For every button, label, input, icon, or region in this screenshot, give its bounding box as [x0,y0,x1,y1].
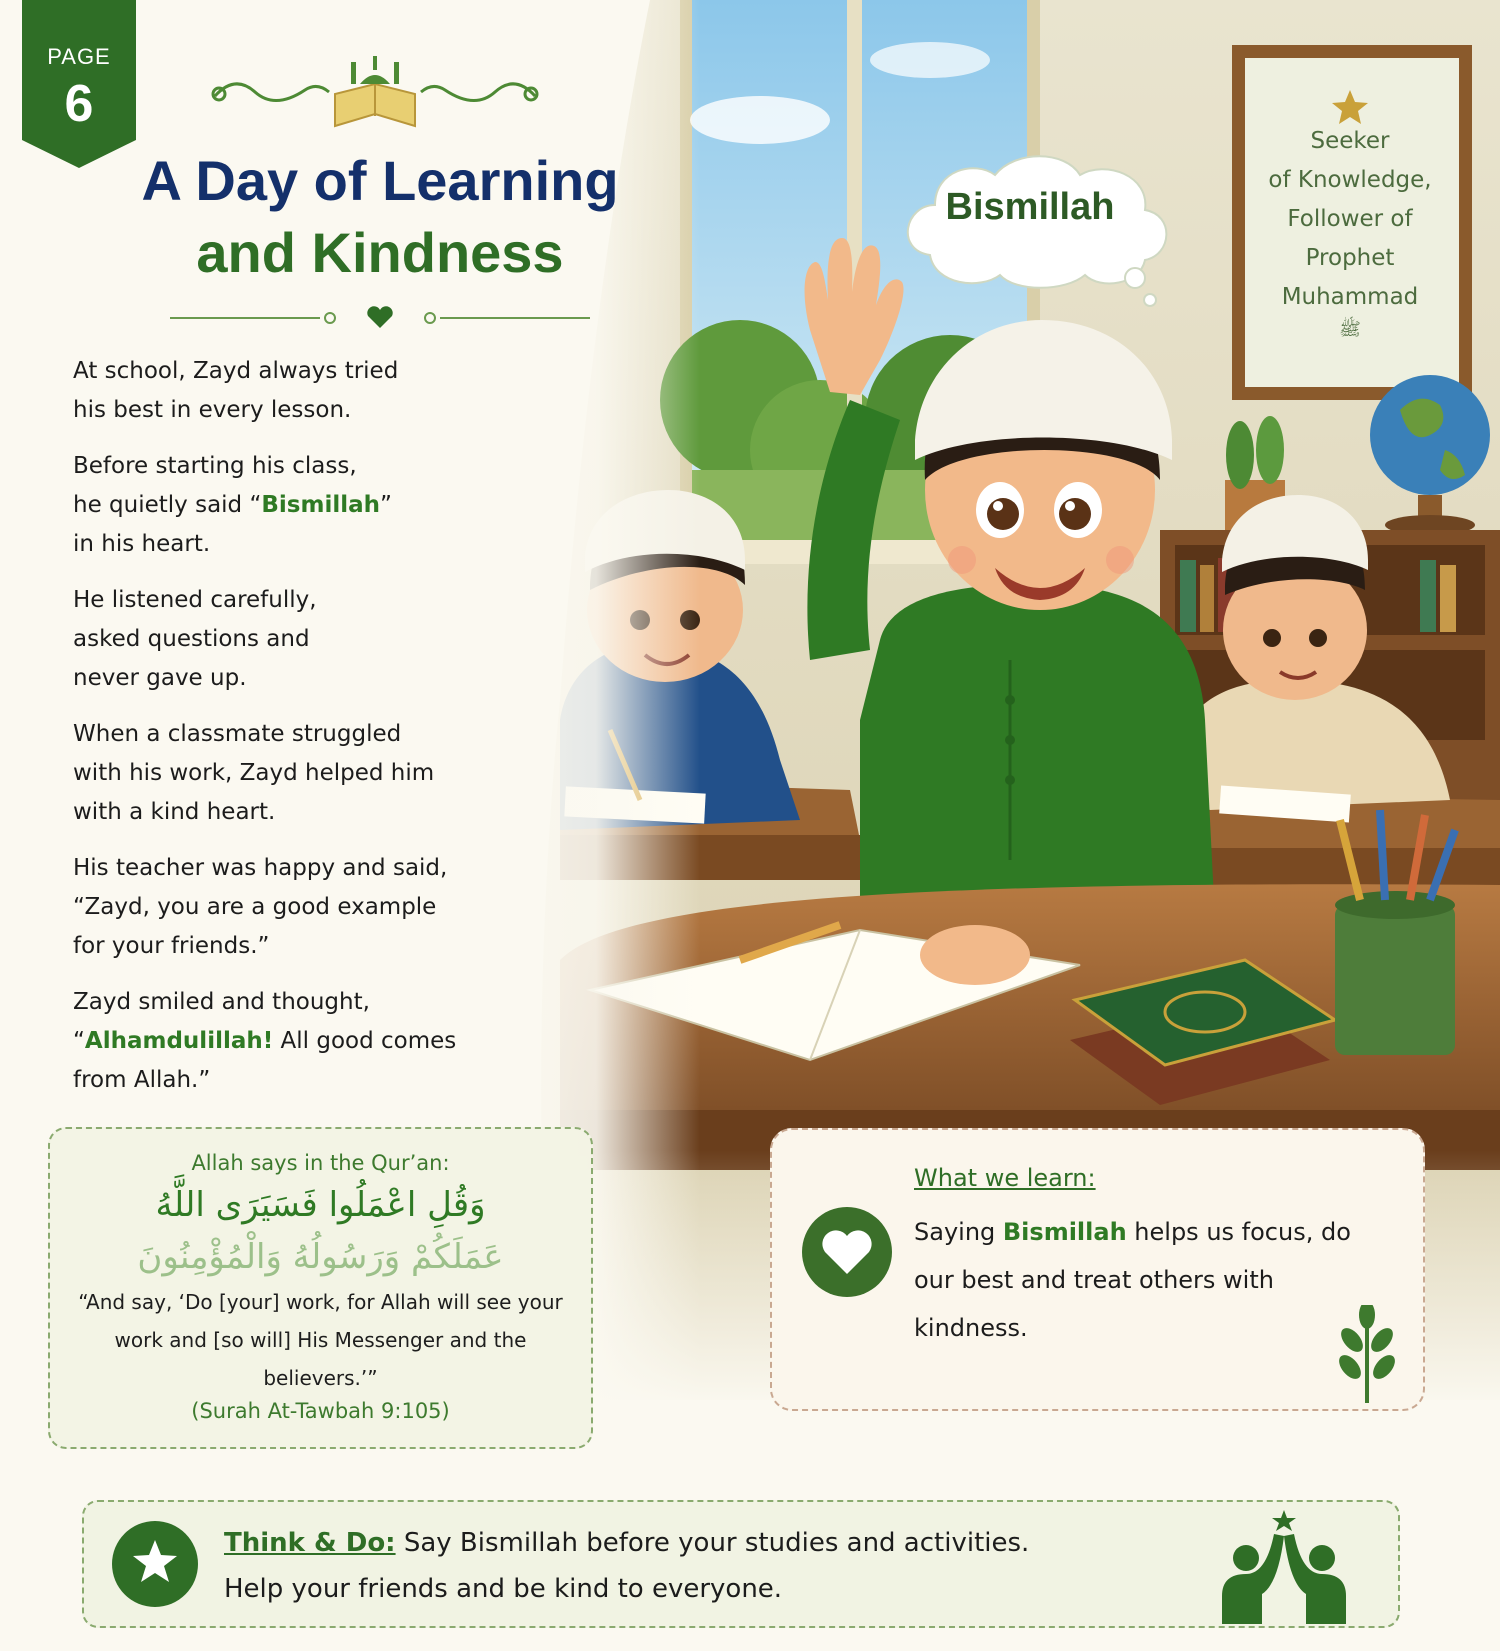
page-title-line1: A Day of Learning [141,149,619,212]
thought-bubble-text: Bismillah [945,186,1115,228]
highlight-alhamdulillah: Alhamdulillah! [84,1028,274,1054]
arabic-line-2: عَمَلَكُمْ وَرَسُولُهُ وَالْمُؤْمِنُونَ [137,1237,504,1277]
leaf-sprig-icon [1332,1305,1402,1405]
highlight-bismillah: Bismillah [261,492,381,518]
page-number-tab [22,0,136,168]
story-text-span: Before starting his class, he quietly said “ [73,453,357,518]
story-text-span: ” in his heart. [73,492,392,557]
story-paragraph-3: He listened carefully, asked questions and never gave up. [73,587,317,691]
page-title-line2: and Kindness [196,221,564,284]
think-heading: Think & Do: [224,1528,396,1558]
story-paragraph-6 [73,983,593,1100]
plaque-text: Seeker of Knowledge, Follower of Prophet Muhammad [1268,128,1432,310]
arabic-line-1: وَقُلِ اعْمَلُوا فَسَيَرَى اللَّهُ [155,1185,486,1225]
learn-text-span: helps us focus, do our best and treat others with kindness. [914,1218,1351,1342]
story-text-span: Zayd smiled and thought, “ [73,989,370,1054]
story-paragraph-4: When a classmate struggled with his work, Zayd helped him with a kind heart. [73,721,435,825]
highlight-bismillah-learn: Bismillah [1002,1218,1127,1246]
page-number: 6 [64,75,94,133]
plaque-arabic-salawat: ﷺ [1339,319,1361,340]
think-and-do-text [224,1520,1029,1612]
story-text-span: All good comes from Allah.” [73,1028,457,1093]
star-badge [112,1521,198,1607]
book-mosque-ornament [205,44,545,134]
learn-heading: What we learn: [914,1164,1096,1192]
learn-text-span: Saying [914,1218,1003,1246]
think-and-do-box [82,1500,1400,1628]
learn-text [914,1208,1384,1352]
story-paragraph-5: His teacher was happy and said, “Zayd, you are a good example for your friends.” [73,855,448,959]
heart-badge [802,1207,892,1297]
heart-divider-ornament [170,306,590,330]
page-label: PAGE [47,44,111,69]
quran-arabic-text [50,1179,591,1283]
story-paragraph-2 [73,447,593,564]
think-line-1: Say Bismillah before your studies and activities. [395,1528,1030,1558]
star-icon [130,1537,180,1587]
high-five-friends-icon [1214,1506,1354,1626]
story-text [73,352,593,1117]
quran-translation: “And say, ‘Do [your] work, for Allah will see your work and [so will] His Messenger and the believers.’” [78,1290,563,1390]
story-paragraph-1: At school, Zayd always tried his best in every lesson. [73,358,399,423]
quran-intro: Allah says in the Qur’an: [191,1151,450,1175]
what-we-learn-box [770,1128,1425,1411]
quran-reference: (Surah At-Tawbah 9:105) [191,1399,450,1423]
quran-verse-box [48,1127,593,1449]
heart-icon [821,1228,873,1276]
think-line-2: Help your friends and be kind to everyone. [224,1574,783,1604]
